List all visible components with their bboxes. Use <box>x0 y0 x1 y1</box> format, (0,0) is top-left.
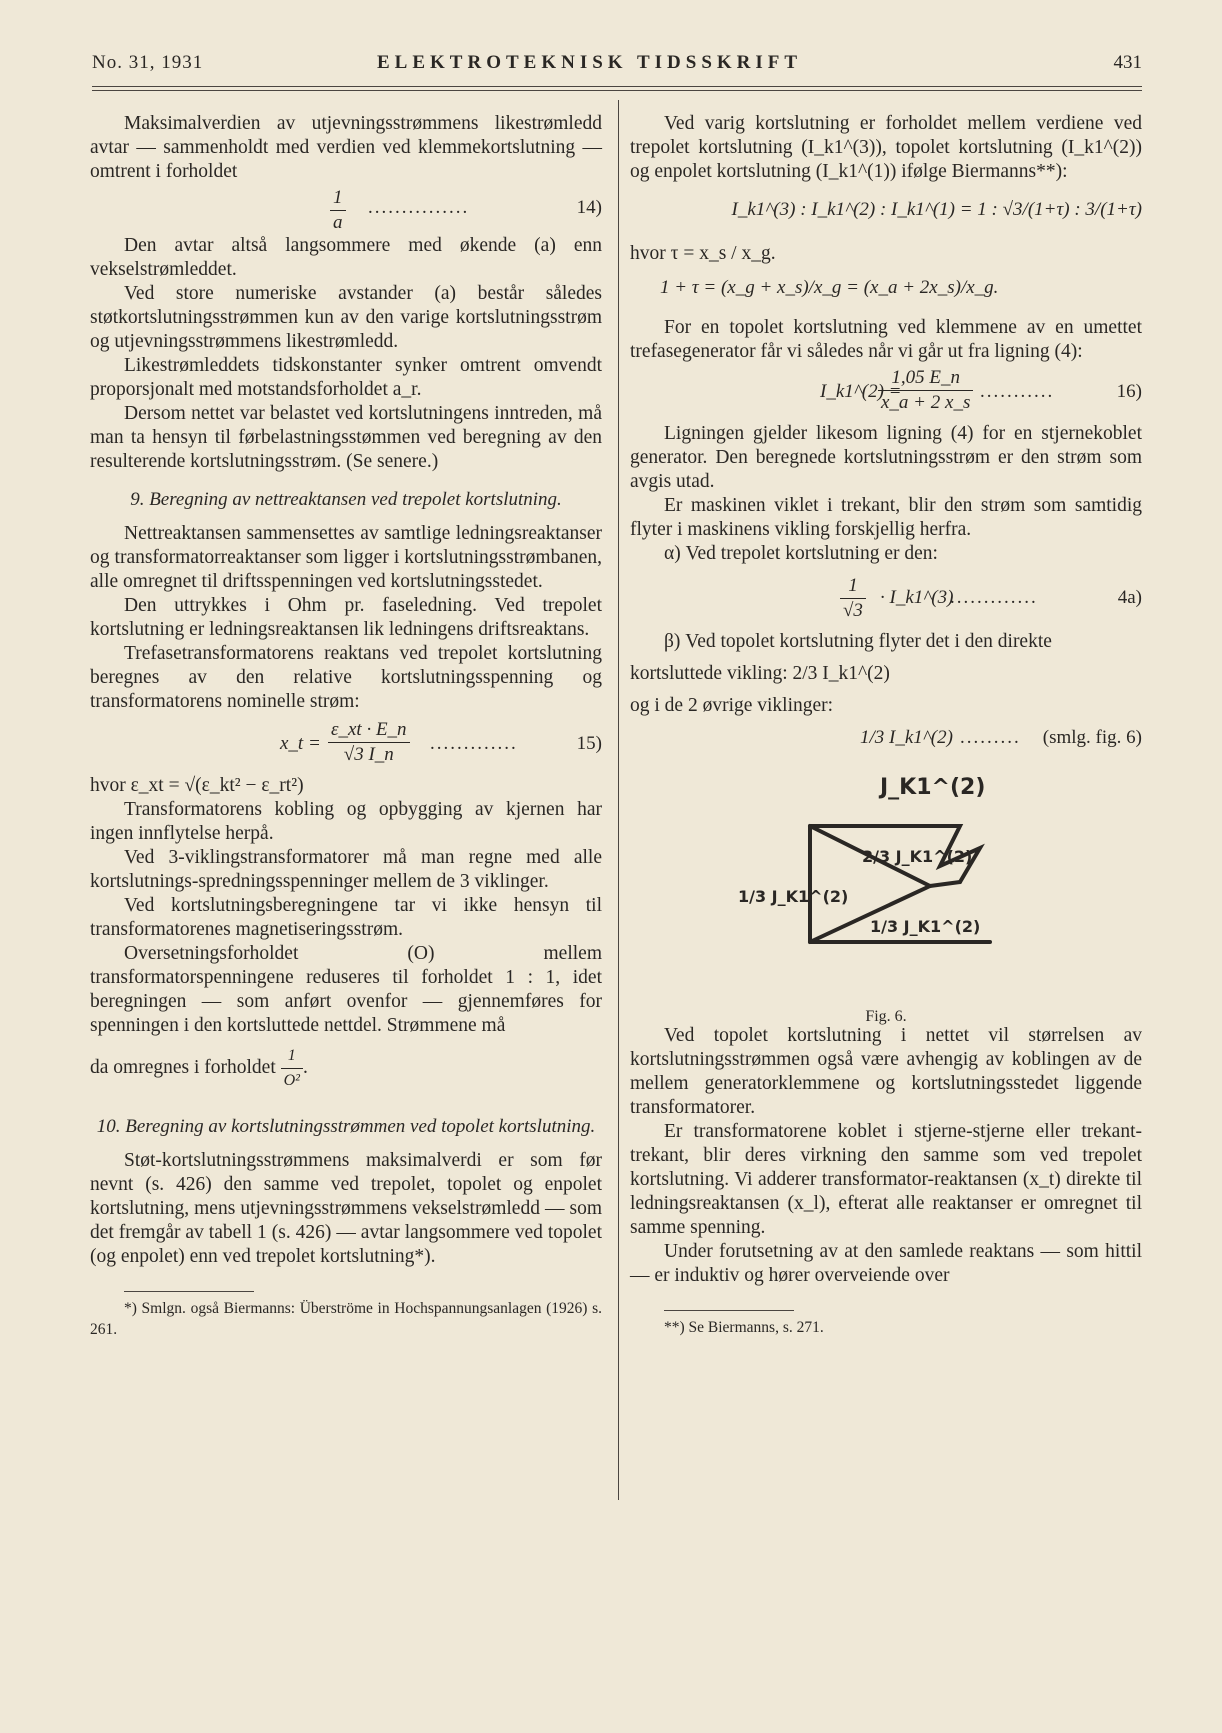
paragraph: Ved store numeriske avstander (a) består således støtkortslutningsstrømmen kun av den varige kortslutningsstrøm og utjevningsstrømmens likestrømledd. <box>90 283 602 352</box>
left-column <box>90 112 602 1340</box>
paragraph: Trefasetransformatorens reaktans ved trepolet kortslutning beregnes av den relative kortslutningsspenning og transformatorens nominelle strøm: <box>90 643 602 712</box>
header-rule <box>92 86 1142 87</box>
paragraph: og i de 2 øvrige viklinger: <box>630 695 834 716</box>
paragraph: Er transformatorene koblet i stjerne-stjerne eller trekant-trekant, blir deres virkning den samme som ved trepolet kortslutning. Vi adderer transformator-reaktansen (x_t) direkte til ledningsreaktansen (x_l), efterat alle reaktanser er omregnet til samme spenning. <box>630 1121 1142 1238</box>
fraction: $\frac{\varepsilon\_xt \cdot E\_n}{√3 I\_n}$ <box>328 718 410 767</box>
paragraph: Oversetningsforholdet (O) mellem transformatorspenningene reduseres til forholdet 1 : 1, idet beregningen — som anført ovenfor — gjennemføres for spenningen i den kortsluttede nettdel. Strømmene må <box>90 943 602 1036</box>
paragraph: Dersom nettet var belastet ved kortslutningens inntreden, må man ta hensyn til førbelastningsstømmen ved beregning av den resulterende kortslutningsstrøm. (Se senere.) <box>90 403 602 472</box>
paragraph: Transformatorens kobling og opbygging av kjernen har ingen innflytelse herpå. <box>90 799 602 844</box>
paragraph: Den avtar altså langsommere med økende (a) enn vekselstrømleddet. <box>90 235 602 280</box>
journal-title: ELEKTROTEKNISK TIDSSKRIFT <box>377 52 803 73</box>
paragraph: β) Ved topolet kortslutning flyter det i den direkte <box>664 631 1052 652</box>
issue-number: No. 31, 1931 <box>92 52 204 73</box>
page-header <box>92 52 1142 80</box>
equation-4a: $\frac{1}{√3}$ · I_k1^(3) ............. 4a) <box>630 566 1142 630</box>
equation-16: I_k1^(2) = $\frac{1,05 E\_n}{x\_a + 2 x\_s}$ ........... 16) <box>820 367 1142 413</box>
equation-fig6: 1/3 I_k1^(2) ......... (smlg. fig. 6) <box>860 727 1142 748</box>
paragraph: Støt-kortslutningsstrømmens maksimalverdi er som før nevnt (s. 426) den samme ved trepolet, topolet og enpolet kortslutning, mens utjevningsstrømmens vekselstrømledd — som det fremgår av tabell 1 (s. 426) — avtar langsommere ved topolet (og enpolet) enn ved trepolet kortslutning*). <box>90 1150 602 1267</box>
figure-caption: Fig. 6. <box>865 1008 907 1025</box>
fig-label-top: J_K1^(2) <box>880 775 986 800</box>
paragraph: Ved topolet kortslutning i nettet vil størrelsen av kortslutningsstrømmen også være avhengig av koblingen av de mellem generatorklemmene og kortslutningsstedet liggende transformatorer. <box>630 1025 1142 1118</box>
header-rule-2 <box>92 90 1142 91</box>
equation-number: 14) <box>576 197 602 218</box>
fig-label-bot: 1/3 J_K1^(2) <box>870 917 981 936</box>
paragraph: Ved kortslutningsberegningene tar vi ikke hensyn til transformatorenes magnetiseringsstrøm. <box>90 895 602 940</box>
paragraph: Under forutsetning av at den samlede reaktans — som hittil — er induktiv og hører overveiende over <box>630 1241 1142 1286</box>
paragraph: Den uttrykkes i Ohm pr. faseledning. Ved trepolet kortslutning er ledningsreaktansen lik ledningens driftsreaktans. <box>90 595 602 640</box>
section-heading-10: 10. Beregning av kortslutningsstrømmen ved topolet kortslutning. <box>96 1116 596 1137</box>
winding-diagram <box>630 764 1142 994</box>
footnote: *) Smlgn. også Biermanns: Überströme in Hochspannungsanlagen (1926) s. 261. <box>90 1300 602 1338</box>
fig-label-left: 1/3 J_K1^(2) <box>738 887 849 906</box>
paragraph: kortsluttede vikling: 2/3 I_k1^(2) <box>630 663 890 684</box>
paragraph: Ved 3-viklingstransformatorer må man regne med alle kortslutnings-spredningsspenninger mellem de 3 viklinger. <box>90 847 602 892</box>
equation-ratio: I_k1^(3) : I_k1^(2) : I_k1^(1) = 1 : √3/(1+τ) : 3/(1+τ) <box>731 199 1142 220</box>
paragraph: α) Ved trepolet kortslutning er den: <box>664 543 938 564</box>
paragraph: Ligningen gjelder likesom ligning (4) for en stjernekoblet generator. Den beregnede kortslutningsstrøm er den strøm som avgis utad. <box>630 423 1142 492</box>
paragraph: Er maskinen viklet i trekant, blir den strøm som samtidig flyter i maskinens vikling forskjellig herfra. <box>630 495 1142 540</box>
section-heading-9: 9. Beregning av nettreaktansen ved trepolet kortslutning. <box>130 489 562 510</box>
equation-14: $\frac{1}{a}$ ............... 14) <box>90 184 602 234</box>
equation-number: 4a) <box>1117 587 1142 608</box>
page-number: 431 <box>1113 52 1142 73</box>
footnote-rule <box>124 1291 254 1292</box>
hvor-line: hvor ε_xt = √(ε_kt² − ε_rt²) <box>90 775 304 796</box>
equation-number: (smlg. fig. 6) <box>1042 727 1142 748</box>
paragraph: Ved varig kortslutning er forholdet mellem verdiene ved trepolet kortslutning (I_k1^(3)), topolet kortslutning (I_k1^(2)) og enpolet kortslutning (I_k1^(1)) ifølge Biermanns**): <box>630 113 1142 182</box>
paragraph: For en topolet kortslutning ved klemmene av en umettet trefasegenerator får vi således når vi går ut fra ligning (4): <box>630 317 1142 362</box>
paragraph: Maksimalverdien av utjevningsstrømmens likestrømledd avtar — sammenholdt med verdien ved klemmekortslutning — omtrent i forholdet <box>90 113 602 182</box>
paragraph: Nettreaktansen sammensettes av samtlige ledningsreaktanser og transformatorreaktanser som ligger i kortslutningsstrømbanen, alle omregnet til driftsspenningen ved kortslutningsstedet. <box>90 523 602 592</box>
fraction: $\frac{1}{a}$ <box>330 186 346 235</box>
fraction: $\frac{1,05 E\_n}{x\_a + 2 x\_s}$ <box>878 366 973 415</box>
equation-15: x_t = $\frac{\varepsilon\_xt \cdot E\_n}{√3 I\_n}$ ............. 15) <box>280 719 602 765</box>
equation-number: 16) <box>1116 381 1142 402</box>
equation-tau: 1 + τ = (x_g + x_s)/x_g = (x_a + 2x_s)/x_g. <box>660 277 999 298</box>
footnote: **) Se Biermanns, s. 271. <box>664 1319 824 1336</box>
figure-6 <box>630 764 1142 1024</box>
fraction: $\frac{1}{√3}$ <box>840 574 866 623</box>
footnote-rule <box>664 1310 794 1311</box>
fig-label-mid: 2/3 J_K1^(2) <box>862 847 973 866</box>
paragraph: Likestrømleddets tidskonstanter synker omtrent omvendt proporsjonalt med motstandsforholdet a_r. <box>90 355 602 400</box>
paragraph: da omregnes i forholdet $\frac{1}{\text{O²}}$ . <box>90 1044 602 1093</box>
fraction: $\frac{1}{\text{O²}}$ <box>281 1044 303 1093</box>
right-column <box>630 112 1142 1338</box>
column-rule <box>618 100 619 1500</box>
equation-number: 15) <box>576 733 602 754</box>
hvor-line: hvor τ = x_s / x_g. <box>630 243 776 264</box>
